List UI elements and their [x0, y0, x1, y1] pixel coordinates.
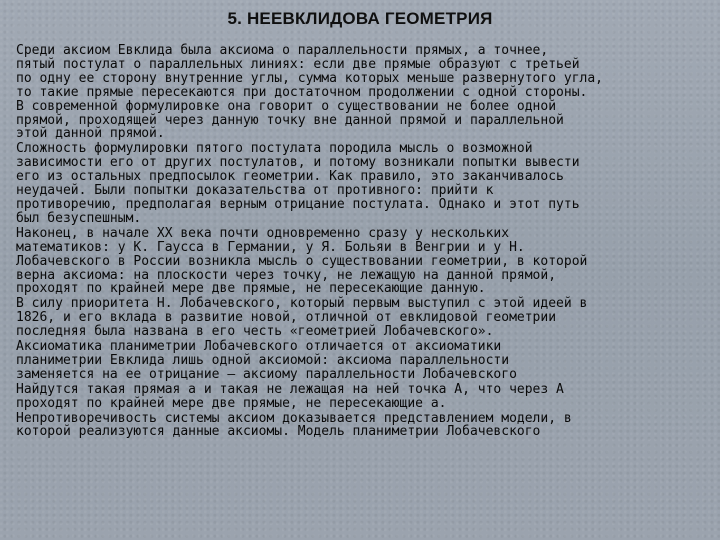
paragraph-lobachevsky-axiom: Найдутся такая прямая a и такая не лежащая на ней точка A, что через A проходят по крайней мере две прямые, не пересекающие a.: [16, 381, 564, 411]
slide-title: 5. НЕЕВКЛИДОВА ГЕОМЕТРИЯ: [227, 9, 493, 28]
paragraph-lobachevsky-priority: В силу приоритета Н. Лобачевского, который первым выступил с этой идеей в 1826, и его вклада в развитие новой, отличной от евклидовой геометрии последняя была названа в его честь «геометрией Лобачевского».: [16, 296, 588, 340]
paragraph-fifth-postulate-attempts: Сложность формулировки пятого постулата породила мысль о возможной зависимости его от других постулатов, и потому возникали попытки вывести его из остальных предпосылок геометрии. Как правило, это заканчивалось неудачей. Были попытки доказательства от противного: прийти к противоречию, предполагая верным отрицание постулата. Однако и этот путь был безуспешным.: [16, 141, 580, 226]
paragraph-discovery: Наконец, в начале XX века почти одновременно сразу у нескольких математиков: у К. Гаусса в Германии, у Я. Больяи в Венгрии и у Н. Лобачевского в России возникла мысль о существовании геометрии, в которой верна аксиома: на плоскости через точку, не лежащую на данной прямой, проходят по крайней мере две прямые, не пересекающие данную.: [16, 225, 588, 297]
paragraph-axiomatics: Аксиоматика планиметрии Лобачевского отличается от аксиоматики планиметрии Евклида лишь одной аксиомой: аксиома параллельности заменяется на ее отрицание – аксиому параллельности Лобачевского: [16, 339, 517, 382]
paragraph-consistency: Непротиворечивость системы аксиом доказывается представлением модели, в которой реализуются данные аксиомы. Модель планиметрии Лобачевского: [16, 410, 572, 440]
paragraph-euclid-axiom: Среди аксиом Евклида была аксиома о параллельности прямых, а точнее, пятый постулат о параллельных линиях: если две прямые образуют с третьей по одну ее сторону внутренние углы, сумма которых меньше развернутого угла, то такие прямые пересекаются при достаточном продолжении с одной стороны. В современной формулировке она говорит о существовании не более одной прямой, проходящей через данную точку вне данной прямой и параллельной этой данной прямой.: [16, 43, 603, 142]
slide-body: [16, 44, 706, 440]
